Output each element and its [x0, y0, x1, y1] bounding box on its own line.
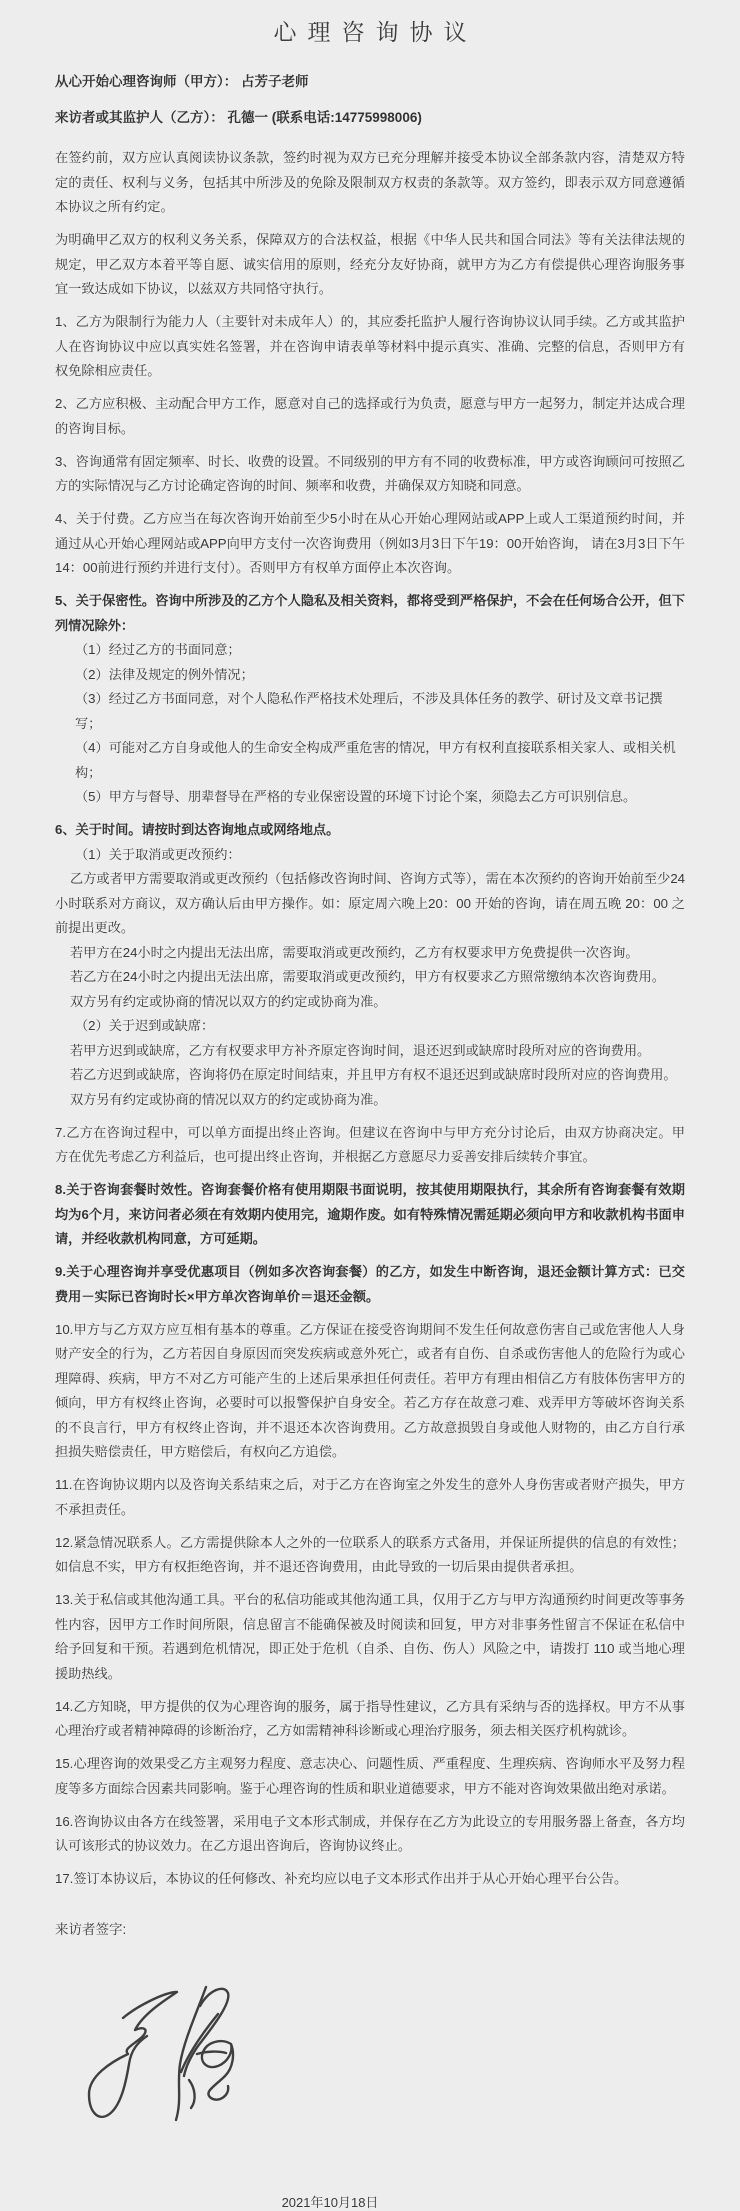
clause-12: 12.紧急情况联系人。乙方需提供除本人之外的一位联系人的联系方式备用，并保证所提供的信息的有效性；如信息不实，甲方有权拒绝咨询，并不退还咨询费用，由此导致的一切后果由提供者承担。	[55, 1534, 685, 1574]
clause-6-time: 6、关于时间。请按时到达咨询地点或网络地点。	[55, 822, 340, 837]
cancel-policy-rule-4: 双方另有约定或协商的情况以双方的约定或协商为准。	[70, 993, 387, 1009]
cancel-policy-rule-3: 若乙方在24小时之内提出无法出席，需要取消或更改预约，甲方有权要求乙方照常缴纳本次咨询费用。	[70, 969, 665, 984]
cancel-policy-rule-2: 若甲方在24小时之内提出无法出席，需要取消或更改预约，乙方有权要求甲方免费提供一次咨询。	[70, 944, 639, 960]
party-b-line: 来访者或其监护人（乙方）： 孔德一 (联系电话:14775998006)	[55, 110, 422, 125]
clause-13: 13.关于私信或其他沟通工具。平台的私信功能或其他沟通工具，仅用于乙方与甲方沟通预约时间更改等事务性内容，因甲方工作时间所限，信息留言不能确保被及时阅读和回复，甲方对非事务性留言不保证在私信中给予回复和干预。若遇到危机情况，即正处于危机（自杀、自伤、伤人）风险之中，请拨打 110 或当地心理援助热线。	[55, 1592, 685, 1681]
privacy-exception-4: （4）可能对乙方自身或他人的生命安全构成严重危害的情况，甲方有权利直接联系相关家人、或相关机构；	[75, 740, 676, 780]
clause-10: 10.甲方与乙方双方应互相有基本的尊重。乙方保证在接受咨询期间不发生任何故意伤害自己或危害他人人身财产安全的行为，乙方若因自身原因而突发疾病或意外死亡，或者有自伤、自杀或伤害他人的危险行为或心理障碍、疾病，甲方不对乙方可能产生的上述后果承担任何责任。若甲方有理由相信乙方有肢体伤害甲方的倾向，甲方有权终止咨询，必要时可以报警保护自身安全。若乙方存在故意刁难、戏弄甲方等破坏咨询关系的不良言行，甲方有权终止咨询，并不退还本次咨询费用。乙方故意损毁自身或他人财物的，由乙方自行承担损失赔偿责任，甲方赔偿后，有权向乙方追偿。	[55, 1321, 685, 1459]
visitor-signature	[85, 1984, 685, 2134]
privacy-exception-3: （3）经过乙方书面同意，对个人隐私作严格技术处理后，不涉及具体任务的教学、研讨及文章书记撰写；	[75, 691, 663, 731]
clause-8-package-validity: 8.关于咨询套餐时效性。咨询套餐价格有使用期限书面说明，按其使用期限执行，其余所有咨询套餐有效期均为6个月，来访问者必须在有效期内使用完，逾期作废。如有特殊情况需延期必须向甲方和收款机构书面申请，并经收款机构同意，方可延期。	[55, 1182, 685, 1246]
intro-paragraph-2: 为明确甲乙双方的权利义务关系，保障双方的合法权益，根据《中华人民共和国合同法》等有关法律法规的规定，甲乙双方本着平等自愿、诚实信用的原则，经充分友好协商，就甲方为乙方有偿提供心理咨询服务事宜一致达成如下协议，以兹双方共同恪守执行。	[55, 232, 685, 296]
cancel-policy-rule-1: 乙方或者甲方需要取消或更改预约（包括修改咨询时间、咨询方式等），需在本次预约的咨询开始前至少24小时联系对方商议，双方确认后由甲方操作。如：原定周六晚上20：00 开始的咨询，请在周五晚 20：00 之前提出更改。	[55, 871, 685, 935]
visitor-signature-label: 来访者签字:	[55, 1921, 127, 1937]
party-a-line: 从心开始心理咨询师（甲方）： 占芳子老师	[55, 74, 309, 89]
clause-1: 1、乙方为限制行为能力人（主要针对未成年人）的，其应委托监护人履行咨询协议认同手续。乙方或其监护人在咨询协议中应以真实姓名签署，并在咨询申请表单等材料中提示真实、准确、完整的信息，否则甲方有权免除相应责任。	[55, 314, 685, 378]
privacy-exception-1: （1）经过乙方的书面同意；	[75, 642, 241, 657]
clause-7: 7.乙方在咨询过程中，可以单方面提出终止咨询。但建议在咨询中与甲方充分讨论后，由双方协商决定。甲方在优先考虑乙方利益后，也可提出终止咨询，并根据乙方意愿尽力妥善安排后续转介事宜。	[55, 1124, 685, 1164]
clause-14: 14.乙方知晓，甲方提供的仅为心理咨询的服务，属于指导性建议，乙方具有采纳与否的选择权。甲方不从事心理治疗或者精神障碍的诊断治疗，乙方如需精神科诊断或心理治疗服务，须去相关医疗机构就诊。	[55, 1698, 685, 1738]
late-absence-rule-1: 若甲方迟到或缺席，乙方有权要求甲方补齐原定咨询时间，退还迟到或缺席时段所对应的咨询费用。	[70, 1042, 651, 1058]
intro-paragraph-1: 在签约前，双方应认真阅读协议条款，签约时视为双方已充分理解并接受本协议全部条款内容，清楚双方特定的责任、权利与义务，包括其中所涉及的免除及限制双方权责的条款等。双方签约，即表示双方同意遵循本协议之所有约定。	[55, 150, 685, 214]
privacy-exception-5: （5）甲方与督导、朋辈督导在严格的专业保密设置的环境下讨论个案，须隐去乙方可识别信息。	[75, 789, 637, 804]
clause-4: 4、关于付费。乙方应当在每次咨询开始前至少5小时在从心开始心理网站或APP上或人工渠道预约时间，并通过从心开始心理网站或APP向甲方支付一次咨询费用（例如3月3日下午19：00开始咨询， 请在3月3日下午14：00前进行预约并进行支付）。否则甲方有权单方面停止本次咨询。	[55, 511, 685, 575]
signature-ink-icon	[85, 1984, 235, 2134]
signature-date: 2021年10月18日	[281, 2194, 379, 2210]
privacy-exception-2: （2）法律及规定的例外情况；	[75, 666, 254, 682]
clause-2: 2、乙方应积极、主动配合甲方工作，愿意对自己的选择或行为负责，愿意与甲方一起努力，制定并达成合理的咨询目标。	[55, 396, 685, 436]
clause-17: 17.签订本协议后，本协议的任何修改、补充均应以电子文本形式作出并于从心开始心理平台公告。	[55, 1871, 628, 1886]
document-title: 心理咨询协议	[273, 19, 478, 45]
late-absence-rule-2: 若乙方迟到或缺席，咨询将仍在原定时间结束，并且甲方有权不退还迟到或缺席时段所对应的咨询费用。	[70, 1067, 677, 1082]
clause-3: 3、咨询通常有固定频率、时长、收费的设置。不同级别的甲方有不同的收费标准，甲方或咨询顾问可按照乙方的实际情况与乙方讨论确定咨询的时间、频率和收费，并确保双方知晓和同意。	[55, 453, 685, 493]
agreement-body	[55, 146, 685, 1892]
late-absence-rule-3: 双方另有约定或协商的情况以双方的约定或协商为准。	[70, 1091, 387, 1107]
clause-9-refund-formula: 9.关于心理咨询并享受优惠项目（例如多次咨询套餐）的乙方，如发生中断咨询，退还金额计算方式：已交费用－实际已咨询时长×甲方单次咨询单价＝退还金额。	[55, 1264, 685, 1304]
clause-16: 16.咨询协议由各方在线签署，采用电子文本形式制成，并保存在乙方为此设立的专用服务器上备查，各方均认可该形式的协议效力。在乙方退出咨询后，咨询协议终止。	[55, 1813, 685, 1853]
clause-5-confidentiality: 5、关于保密性。咨询中所涉及的乙方个人隐私及相关资料，都将受到严格保护，不会在任何场合公开，但下列情况除外：	[55, 593, 685, 633]
clause-11: 11.在咨询协议期内以及咨询关系结束之后，对于乙方在咨询室之外发生的意外人身伤害或者财产损失，甲方不承担责任。	[55, 1477, 685, 1517]
cancel-policy-heading: （1）关于取消或更改预约：	[75, 846, 241, 862]
clause-15: 15.心理咨询的效果受乙方主观努力程度、意志决心、问题性质、严重程度、生理疾病、咨询师水平及努力程度等多方面综合因素共同影响。鉴于心理咨询的性质和职业道德要求，甲方不能对咨询效果做出绝对承诺。	[55, 1756, 685, 1796]
late-absence-heading: （2）关于迟到或缺席：	[75, 1018, 215, 1033]
